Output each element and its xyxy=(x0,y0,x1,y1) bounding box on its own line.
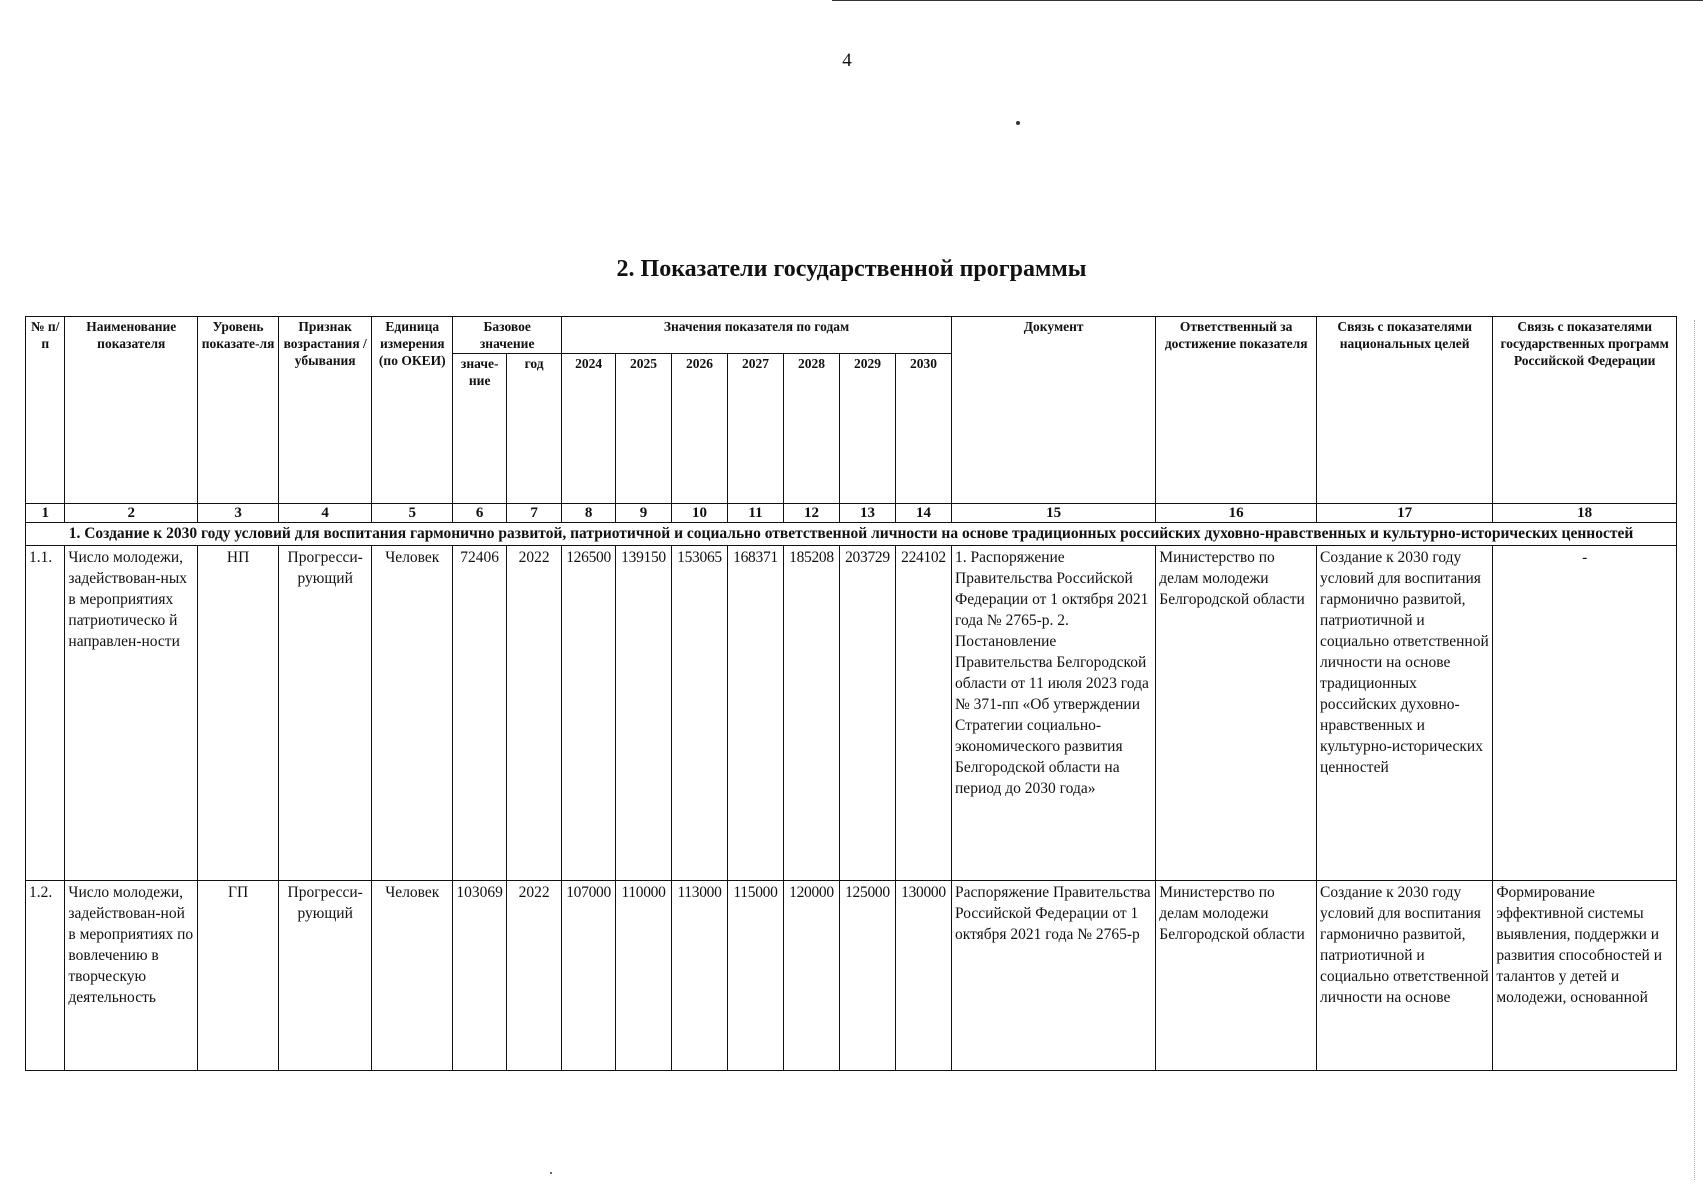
row-national-goal: Создание к 2030 году условий для воспитания гармонично развитой, патриотичной и социально ответственной личности на основе традиционных российских духовно-нравственных и культурно-исторических ценностей xyxy=(1317,546,1493,881)
row-national-goal: Создание к 2030 году условий для воспитания гармонично развитой, патриотичной и социально ответственной личности на основе xyxy=(1317,881,1493,1071)
row-year-value: 113000 xyxy=(672,881,728,1071)
row-unit: Человек xyxy=(372,546,453,881)
header-base: Базовое значение xyxy=(453,317,562,354)
header-year: 2030 xyxy=(895,354,951,504)
column-number: 6 xyxy=(453,504,507,523)
column-number: 4 xyxy=(279,504,372,523)
header-national-goals: Связь с показателями национальных целей xyxy=(1317,317,1493,504)
header-year: 2024 xyxy=(562,354,616,504)
header-base-year: год xyxy=(507,354,562,504)
header-document: Документ xyxy=(952,317,1156,504)
row-responsible: Министерство по делам молодежи Белгородской области xyxy=(1156,881,1317,1071)
column-number: 13 xyxy=(839,504,895,523)
header-level: Уровень показате-ля xyxy=(198,317,279,504)
header-unit: Единица измерения (по ОКЕИ) xyxy=(372,317,453,504)
row-year-value: 185208 xyxy=(783,546,839,881)
column-number: 11 xyxy=(728,504,784,523)
section-row xyxy=(26,523,1677,546)
row-num: 1.1. xyxy=(26,546,65,881)
indicators-table xyxy=(25,316,1677,1071)
row-trend: Прогресси-рующий xyxy=(279,881,372,1071)
column-number: 7 xyxy=(507,504,562,523)
column-number: 18 xyxy=(1493,504,1677,523)
header-base-value: значе-ние xyxy=(453,354,507,504)
header-year: 2029 xyxy=(839,354,895,504)
row-document: Распоряжение Правительства Российской Федерации от 1 октября 2021 года № 2765-р xyxy=(952,881,1156,1071)
row-year-value: 203729 xyxy=(839,546,895,881)
row-name: Число молодежи, задействован-ных в мероприятиях патриотическо й направлен-ности xyxy=(65,546,198,881)
row-base-year: 2022 xyxy=(507,546,562,881)
row-base-value: 72406 xyxy=(453,546,507,881)
column-number: 10 xyxy=(672,504,728,523)
header-year: 2025 xyxy=(616,354,672,504)
scan-dot xyxy=(1016,121,1020,125)
row-gp-link: Формирование эффективной системы выявления, поддержки и развития способностей и талантов у детей и молодежи, основанной xyxy=(1493,881,1677,1071)
row-base-year: 2022 xyxy=(507,881,562,1071)
column-number: 15 xyxy=(952,504,1156,523)
row-year-value: 139150 xyxy=(616,546,672,881)
header-year: 2028 xyxy=(783,354,839,504)
column-number: 1 xyxy=(26,504,65,523)
column-number: 14 xyxy=(895,504,951,523)
row-num: 1.2. xyxy=(26,881,65,1071)
row-year-value: 224102 xyxy=(895,546,951,881)
right-margin-rule xyxy=(1694,320,1695,1180)
row-trend: Прогресси-рующий xyxy=(279,546,372,881)
header-trend: Признак возрастания / убывания xyxy=(279,317,372,504)
column-number: 8 xyxy=(562,504,616,523)
scan-speck xyxy=(550,1172,552,1174)
row-level: ГП xyxy=(198,881,279,1071)
row-year-value: 126500 xyxy=(562,546,616,881)
column-number: 9 xyxy=(616,504,672,523)
column-number: 12 xyxy=(783,504,839,523)
row-year-value: 153065 xyxy=(672,546,728,881)
top-rule xyxy=(832,0,1703,1)
header-years: Значения показателя по годам xyxy=(562,317,952,354)
row-year-value: 115000 xyxy=(728,881,784,1071)
header-year: 2027 xyxy=(728,354,784,504)
row-year-value: 130000 xyxy=(895,881,951,1071)
row-level: НП xyxy=(198,546,279,881)
row-name: Число молодежи, задействован-ной в мероприятиях по вовлечению в творческую деятельность xyxy=(65,881,198,1071)
table-row xyxy=(26,881,1677,1071)
row-responsible: Министерство по делам молодежи Белгородской области xyxy=(1156,546,1317,881)
header-gp-link: Связь с показателями государственных программ Российской Федерации xyxy=(1493,317,1677,504)
row-year-value: 125000 xyxy=(839,881,895,1071)
page-number: 4 xyxy=(842,50,852,71)
header-row-1 xyxy=(26,317,1677,354)
row-unit: Человек xyxy=(372,881,453,1071)
page-title: 2. Показатели государственной программы xyxy=(616,256,1087,282)
row-year-value: 107000 xyxy=(562,881,616,1071)
column-numbers-row xyxy=(26,504,1677,523)
row-base-value: 103069 xyxy=(453,881,507,1071)
table-row xyxy=(26,546,1677,881)
section-title: 1. Создание к 2030 году условий для воспитания гармонично развитой, патриотичной и социально ответственной личности на основе традиционных российских духовно-нравственных и культурно-исторических ценностей xyxy=(26,523,1677,546)
column-number: 5 xyxy=(372,504,453,523)
row-year-value: 168371 xyxy=(728,546,784,881)
header-name: Наименование показателя xyxy=(65,317,198,504)
row-year-value: 110000 xyxy=(616,881,672,1071)
column-number: 2 xyxy=(65,504,198,523)
header-num: № п/п xyxy=(26,317,65,504)
row-year-value: 120000 xyxy=(783,881,839,1071)
row-gp-link: - xyxy=(1493,546,1677,881)
column-number: 17 xyxy=(1317,504,1493,523)
header-year: 2026 xyxy=(672,354,728,504)
column-number: 3 xyxy=(198,504,279,523)
header-responsible: Ответственный за достижение показателя xyxy=(1156,317,1317,504)
column-number: 16 xyxy=(1156,504,1317,523)
row-document: 1. Распоряжение Правительства Российской Федерации от 1 октября 2021 года № 2765-р. 2. Постановление Правительства Белгородской области от 11 июля 2023 года № 371-пп «Об утверждении Стратегии социально-экономического развития Белгородской области на период до 2030 года» xyxy=(952,546,1156,881)
